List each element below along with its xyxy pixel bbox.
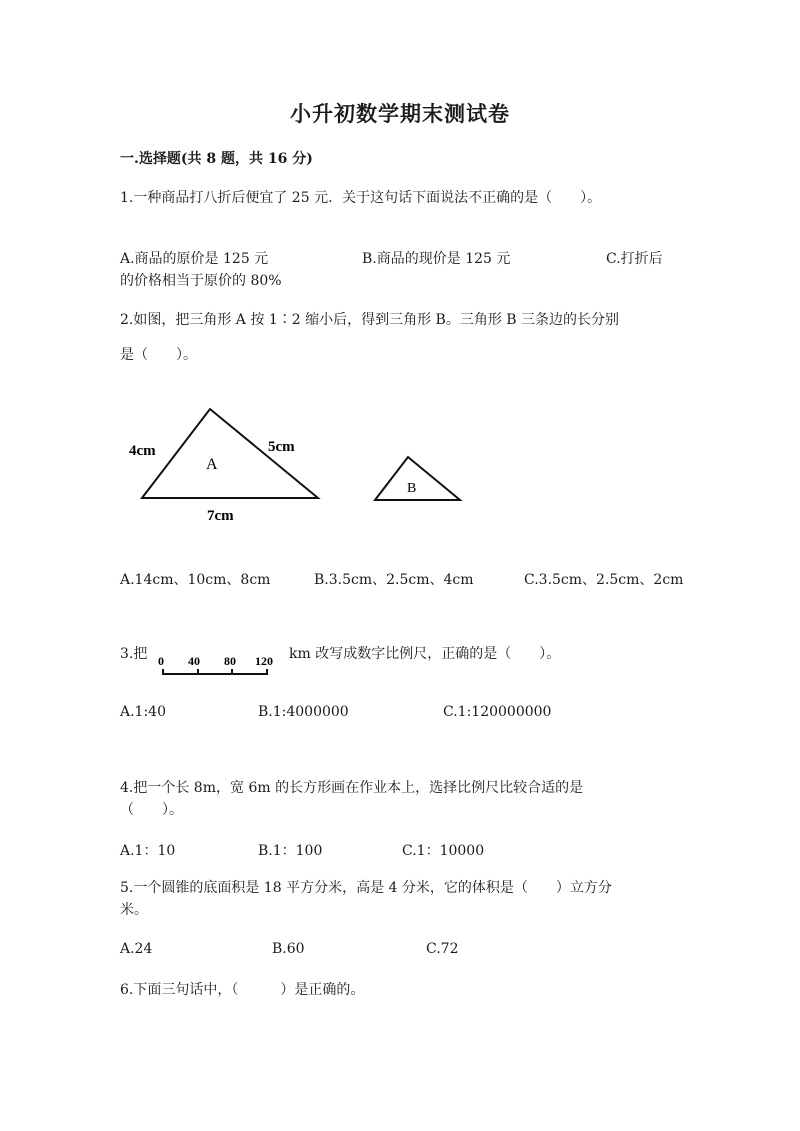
question-3-option-a: A.1:40 <box>120 704 166 720</box>
question-6-text: 6.下面三句话中，（ ）是正确的。 <box>120 982 365 998</box>
question-5-option-c: C.72 <box>426 941 459 957</box>
question-5-text: 5.一个圆锥的底面积是 18 平方分米，高是 4 分米，它的体积是（ ）立方分 <box>120 880 612 896</box>
triangle-b-label: B <box>407 481 417 496</box>
scale-bar <box>155 650 287 682</box>
question-4-option-a: A.1：10 <box>120 843 176 859</box>
question-3-option-c: C.1:120000000 <box>443 704 552 720</box>
triangle-a-left-label: 4cm <box>129 443 156 459</box>
question-1-text: 1.一种商品打八折后便宜了 25 元．关于这句话下面说法不正确的是（ ）。 <box>120 190 602 206</box>
triangle-a-right-label: 5cm <box>268 439 295 455</box>
scale-bar-tick-label: 120 <box>255 654 273 668</box>
question-2-option-a: A.14cm、10cm、8cm <box>120 572 271 588</box>
triangle-a-label: A <box>206 456 218 473</box>
scale-bar-tick-label: 80 <box>224 654 236 668</box>
question-1-option-b: B.商品的现价是 125 元 <box>362 251 511 267</box>
question-5-text-continued: 米。 <box>120 902 148 918</box>
question-2-option-c: C.3.5cm、2.5cm、2cm <box>524 572 684 588</box>
question-5-option-b: B.60 <box>272 941 305 957</box>
question-4-text-continued: （ ）。 <box>120 802 183 818</box>
triangle-b-shape <box>375 457 460 500</box>
question-4-option-c: C.1：10000 <box>402 843 485 859</box>
question-2-option-b: B.3.5cm、2.5cm、4cm <box>314 572 474 588</box>
question-3-prefix: 3.把 <box>120 646 148 662</box>
question-1-option-c-continued: 的价格相当于原价的 80% <box>120 273 282 289</box>
question-1-option-c: C.打折后 <box>606 251 663 267</box>
question-3-text: km 改写成数字比例尺，正确的是（ ）。 <box>289 646 561 662</box>
question-2-text-continued: 是（ ）。 <box>120 347 197 363</box>
question-4-option-b: B.1：100 <box>258 843 323 859</box>
question-4-text: 4.把一个长 8m，宽 6m 的长方形画在作业本上，选择比例尺比较合适的是 <box>120 780 584 796</box>
question-3-option-b: B.1:4000000 <box>258 704 349 720</box>
scale-bar-tick-label: 0 <box>158 654 164 668</box>
triangle-figure <box>120 395 480 530</box>
section-heading: 一.选择题(共 8 题，共 16 分) <box>120 151 313 167</box>
page-title: 小升初数学期末测试卷 <box>290 101 510 126</box>
question-1-option-a: A.商品的原价是 125 元 <box>120 251 269 267</box>
question-5-option-a: A.24 <box>120 941 153 957</box>
scale-bar-tick-label: 40 <box>188 654 200 668</box>
question-2-text: 2.如图，把三角形 A 按 1∶2 缩小后，得到三角形 B。三角形 B 三条边的长分别 <box>120 312 620 328</box>
triangle-a-base-label: 7cm <box>207 508 234 524</box>
